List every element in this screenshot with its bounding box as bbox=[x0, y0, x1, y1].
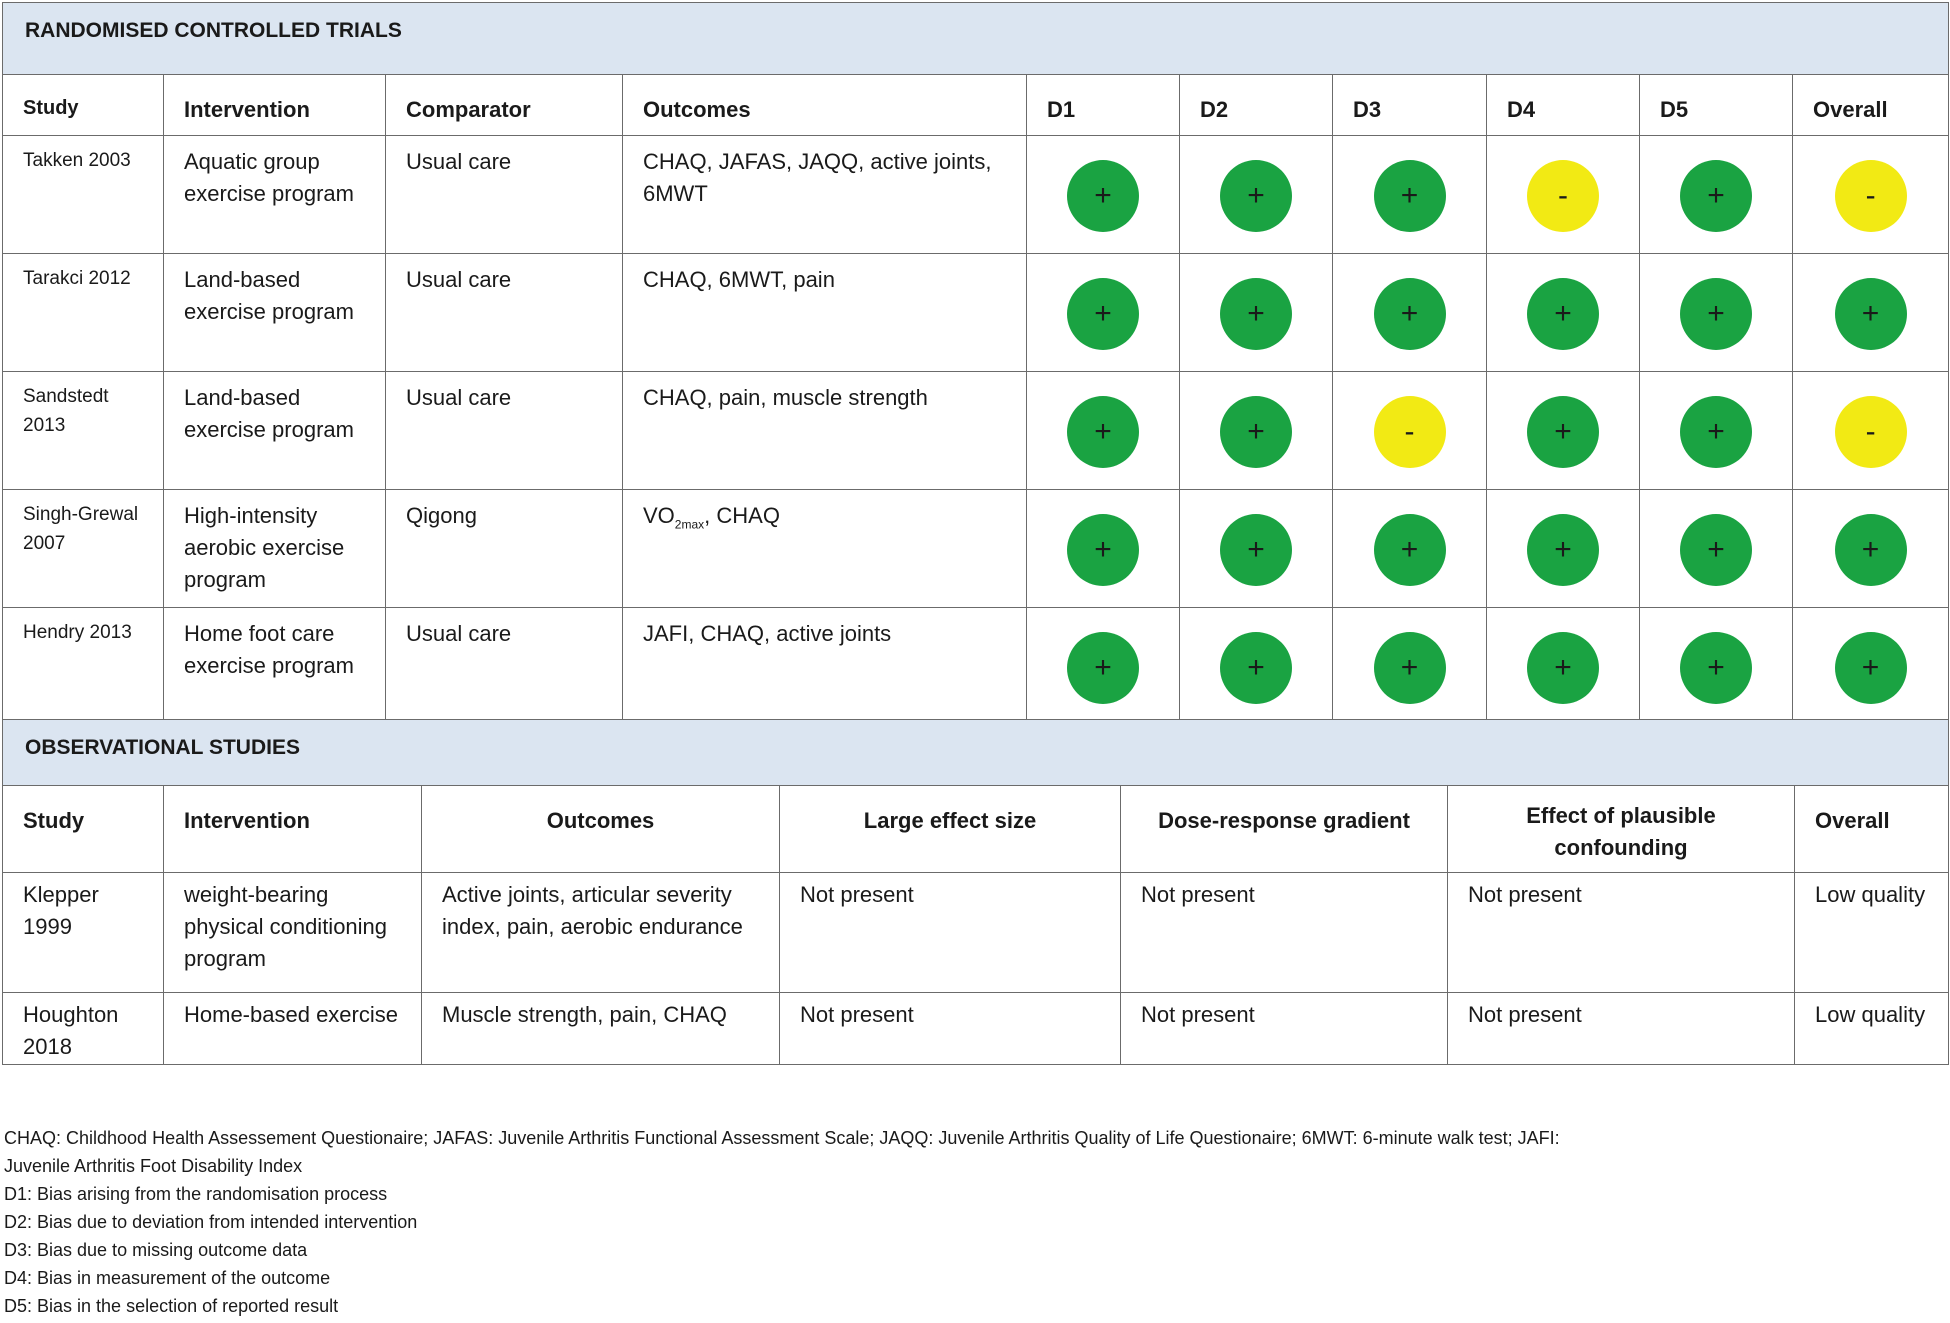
rct-row bbox=[3, 254, 1949, 372]
rct-comparator: Usual care bbox=[386, 136, 623, 254]
outcome-text: VO bbox=[643, 503, 675, 528]
obs-header-confounding: Effect of plausible confounding bbox=[1448, 786, 1795, 873]
rct-judgement-d5 bbox=[1640, 254, 1793, 372]
low-risk-icon: + bbox=[1835, 278, 1907, 350]
rct-intervention: Aquatic group exercise program bbox=[164, 136, 386, 254]
rct-header-d1: D1 bbox=[1027, 75, 1180, 136]
low-risk-icon: + bbox=[1527, 514, 1599, 586]
rct-outcomes bbox=[623, 490, 1027, 608]
rct-row bbox=[3, 136, 1949, 254]
low-risk-icon: + bbox=[1067, 632, 1139, 704]
rct-row bbox=[3, 372, 1949, 490]
rct-study: Takken 2003 bbox=[3, 136, 164, 254]
rct-judgement-overall bbox=[1793, 608, 1949, 726]
low-risk-icon: + bbox=[1067, 278, 1139, 350]
outcome-text: , CHAQ bbox=[704, 503, 780, 528]
rct-study: Tarakci 2012 bbox=[3, 254, 164, 372]
rct-judgement-overall bbox=[1793, 490, 1949, 608]
rct-comparator: Usual care bbox=[386, 372, 623, 490]
low-risk-icon: + bbox=[1220, 514, 1292, 586]
obs-header-dose-response: Dose-response gradient bbox=[1121, 786, 1448, 873]
rct-header-d4: D4 bbox=[1487, 75, 1640, 136]
low-risk-icon: + bbox=[1680, 278, 1752, 350]
obs-confounding: Not present bbox=[1448, 993, 1795, 1065]
low-risk-icon: + bbox=[1527, 632, 1599, 704]
rct-judgement-d2 bbox=[1180, 372, 1333, 490]
rct-comparator: Usual care bbox=[386, 254, 623, 372]
rct-header-d2: D2 bbox=[1180, 75, 1333, 136]
some-concerns-icon: - bbox=[1527, 160, 1599, 232]
rct-outcomes: CHAQ, pain, muscle strength bbox=[623, 372, 1027, 490]
rct-judgement-d2 bbox=[1180, 254, 1333, 372]
obs-intervention: Home-based exercise bbox=[164, 993, 422, 1065]
low-risk-icon: + bbox=[1220, 278, 1292, 350]
rct-judgement-d4 bbox=[1487, 372, 1640, 490]
rct-judgement-d3 bbox=[1333, 372, 1487, 490]
rct-header-intervention: Intervention bbox=[164, 75, 386, 136]
low-risk-icon: + bbox=[1067, 396, 1139, 468]
obs-overall: Low quality bbox=[1795, 993, 1949, 1065]
obs-header-intervention: Intervention bbox=[164, 786, 422, 873]
footnotes bbox=[4, 1124, 1560, 1320]
rct-outcomes: CHAQ, 6MWT, pain bbox=[623, 254, 1027, 372]
rct-judgement-d1 bbox=[1027, 608, 1180, 726]
low-risk-icon: + bbox=[1374, 278, 1446, 350]
outcome-subscript: 2max bbox=[674, 517, 705, 532]
rct-judgement-d1 bbox=[1027, 490, 1180, 608]
rct-judgement-d2 bbox=[1180, 608, 1333, 726]
rct-study: Hendry 2013 bbox=[3, 608, 164, 726]
rct-judgement-overall bbox=[1793, 372, 1949, 490]
rct-judgement-d3 bbox=[1333, 490, 1487, 608]
rct-row bbox=[3, 608, 1949, 726]
observational-table bbox=[2, 719, 1949, 1065]
low-risk-icon: + bbox=[1680, 514, 1752, 586]
rct-header-row bbox=[3, 75, 1949, 136]
rct-comparator: Usual care bbox=[386, 608, 623, 726]
rct-judgement-d5 bbox=[1640, 136, 1793, 254]
low-risk-icon: + bbox=[1835, 514, 1907, 586]
rct-judgement-d2 bbox=[1180, 490, 1333, 608]
obs-study: Houghton 2018 bbox=[3, 993, 164, 1065]
obs-outcomes: Muscle strength, pain, CHAQ bbox=[422, 993, 780, 1065]
rct-section-title: RANDOMISED CONTROLLED TRIALS bbox=[3, 3, 1949, 75]
rct-outcomes: CHAQ, JAFAS, JAQQ, active joints, 6MWT bbox=[623, 136, 1027, 254]
rct-judgement-d3 bbox=[1333, 136, 1487, 254]
rct-header-d5: D5 bbox=[1640, 75, 1793, 136]
obs-dose-response: Not present bbox=[1121, 873, 1448, 993]
rct-judgement-d5 bbox=[1640, 608, 1793, 726]
rct-header-study: Study bbox=[3, 75, 164, 136]
footnote-line: D3: Bias due to missing outcome data bbox=[4, 1240, 308, 1260]
obs-large-effect: Not present bbox=[780, 873, 1121, 993]
low-risk-icon: + bbox=[1220, 160, 1292, 232]
rct-row bbox=[3, 490, 1949, 608]
rct-judgement-d3 bbox=[1333, 254, 1487, 372]
rct-judgement-d5 bbox=[1640, 490, 1793, 608]
low-risk-icon: + bbox=[1680, 632, 1752, 704]
obs-row bbox=[3, 873, 1949, 993]
rct-table bbox=[2, 2, 1949, 726]
low-risk-icon: + bbox=[1835, 632, 1907, 704]
obs-intervention: weight-bearing physical conditioning program bbox=[164, 873, 422, 993]
footnote-line: D1: Bias arising from the randomisation process bbox=[4, 1184, 388, 1204]
rct-intervention: Land-based exercise program bbox=[164, 254, 386, 372]
rct-judgement-d4 bbox=[1487, 608, 1640, 726]
rct-judgement-d4 bbox=[1487, 254, 1640, 372]
rct-comparator: Qigong bbox=[386, 490, 623, 608]
obs-header-row bbox=[3, 786, 1949, 873]
footnote-line: Juvenile Arthritis Foot Disability Index bbox=[4, 1156, 303, 1176]
obs-dose-response: Not present bbox=[1121, 993, 1448, 1065]
rct-study: Sandstedt 2013 bbox=[3, 372, 164, 490]
low-risk-icon: + bbox=[1527, 396, 1599, 468]
some-concerns-icon: - bbox=[1374, 396, 1446, 468]
rct-judgement-d4 bbox=[1487, 490, 1640, 608]
rct-outcomes: JAFI, CHAQ, active joints bbox=[623, 608, 1027, 726]
obs-header-study: Study bbox=[3, 786, 164, 873]
obs-confounding: Not present bbox=[1448, 873, 1795, 993]
low-risk-icon: + bbox=[1680, 396, 1752, 468]
obs-row bbox=[3, 993, 1949, 1065]
rct-judgement-d3 bbox=[1333, 608, 1487, 726]
some-concerns-icon: - bbox=[1835, 396, 1907, 468]
footnote-line: D4: Bias in measurement of the outcome bbox=[4, 1268, 331, 1288]
low-risk-icon: + bbox=[1680, 160, 1752, 232]
rct-study: Singh-Grewal 2007 bbox=[3, 490, 164, 608]
rct-judgement-d4 bbox=[1487, 136, 1640, 254]
obs-section-title: OBSERVATIONAL STUDIES bbox=[3, 720, 1949, 786]
footnote-line: D5: Bias in the selection of reported result bbox=[4, 1296, 339, 1316]
low-risk-icon: + bbox=[1220, 632, 1292, 704]
low-risk-icon: + bbox=[1374, 632, 1446, 704]
rct-judgement-d2 bbox=[1180, 136, 1333, 254]
rct-header-d3: D3 bbox=[1333, 75, 1487, 136]
footnote-line: CHAQ: Childhood Health Assessement Questionaire; JAFAS: Juvenile Arthritis Functional Assessment Scale; JAQQ: Juvenile Arthritis Quality of Life Questionaire; 6MWT: 6-minute walk test; JAFI: bbox=[4, 1128, 1560, 1148]
low-risk-icon: + bbox=[1220, 396, 1292, 468]
footnote-line: D2: Bias due to deviation from intended intervention bbox=[4, 1212, 418, 1232]
obs-large-effect: Not present bbox=[780, 993, 1121, 1065]
rct-header-overall: Overall bbox=[1793, 75, 1949, 136]
low-risk-icon: + bbox=[1067, 160, 1139, 232]
rct-intervention: Land-based exercise program bbox=[164, 372, 386, 490]
rct-header-outcomes: Outcomes bbox=[623, 75, 1027, 136]
obs-outcomes: Active joints, articular severity index, pain, aerobic endurance bbox=[422, 873, 780, 993]
obs-study: Klepper 1999 bbox=[3, 873, 164, 993]
rct-judgement-overall bbox=[1793, 136, 1949, 254]
obs-header-large-effect: Large effect size bbox=[780, 786, 1121, 873]
rct-intervention: High-intensity aerobic exercise program bbox=[164, 490, 386, 608]
rct-judgement-d1 bbox=[1027, 372, 1180, 490]
rct-intervention: Home foot care exercise program bbox=[164, 608, 386, 726]
low-risk-icon: + bbox=[1067, 514, 1139, 586]
obs-header-outcomes: Outcomes bbox=[422, 786, 780, 873]
obs-overall: Low quality bbox=[1795, 873, 1949, 993]
low-risk-icon: + bbox=[1374, 514, 1446, 586]
rct-judgement-d1 bbox=[1027, 254, 1180, 372]
rct-judgement-d1 bbox=[1027, 136, 1180, 254]
some-concerns-icon: - bbox=[1835, 160, 1907, 232]
rct-judgement-overall bbox=[1793, 254, 1949, 372]
rct-judgement-d5 bbox=[1640, 372, 1793, 490]
low-risk-icon: + bbox=[1374, 160, 1446, 232]
low-risk-icon: + bbox=[1527, 278, 1599, 350]
obs-header-overall: Overall bbox=[1795, 786, 1949, 873]
rct-header-comparator: Comparator bbox=[386, 75, 623, 136]
